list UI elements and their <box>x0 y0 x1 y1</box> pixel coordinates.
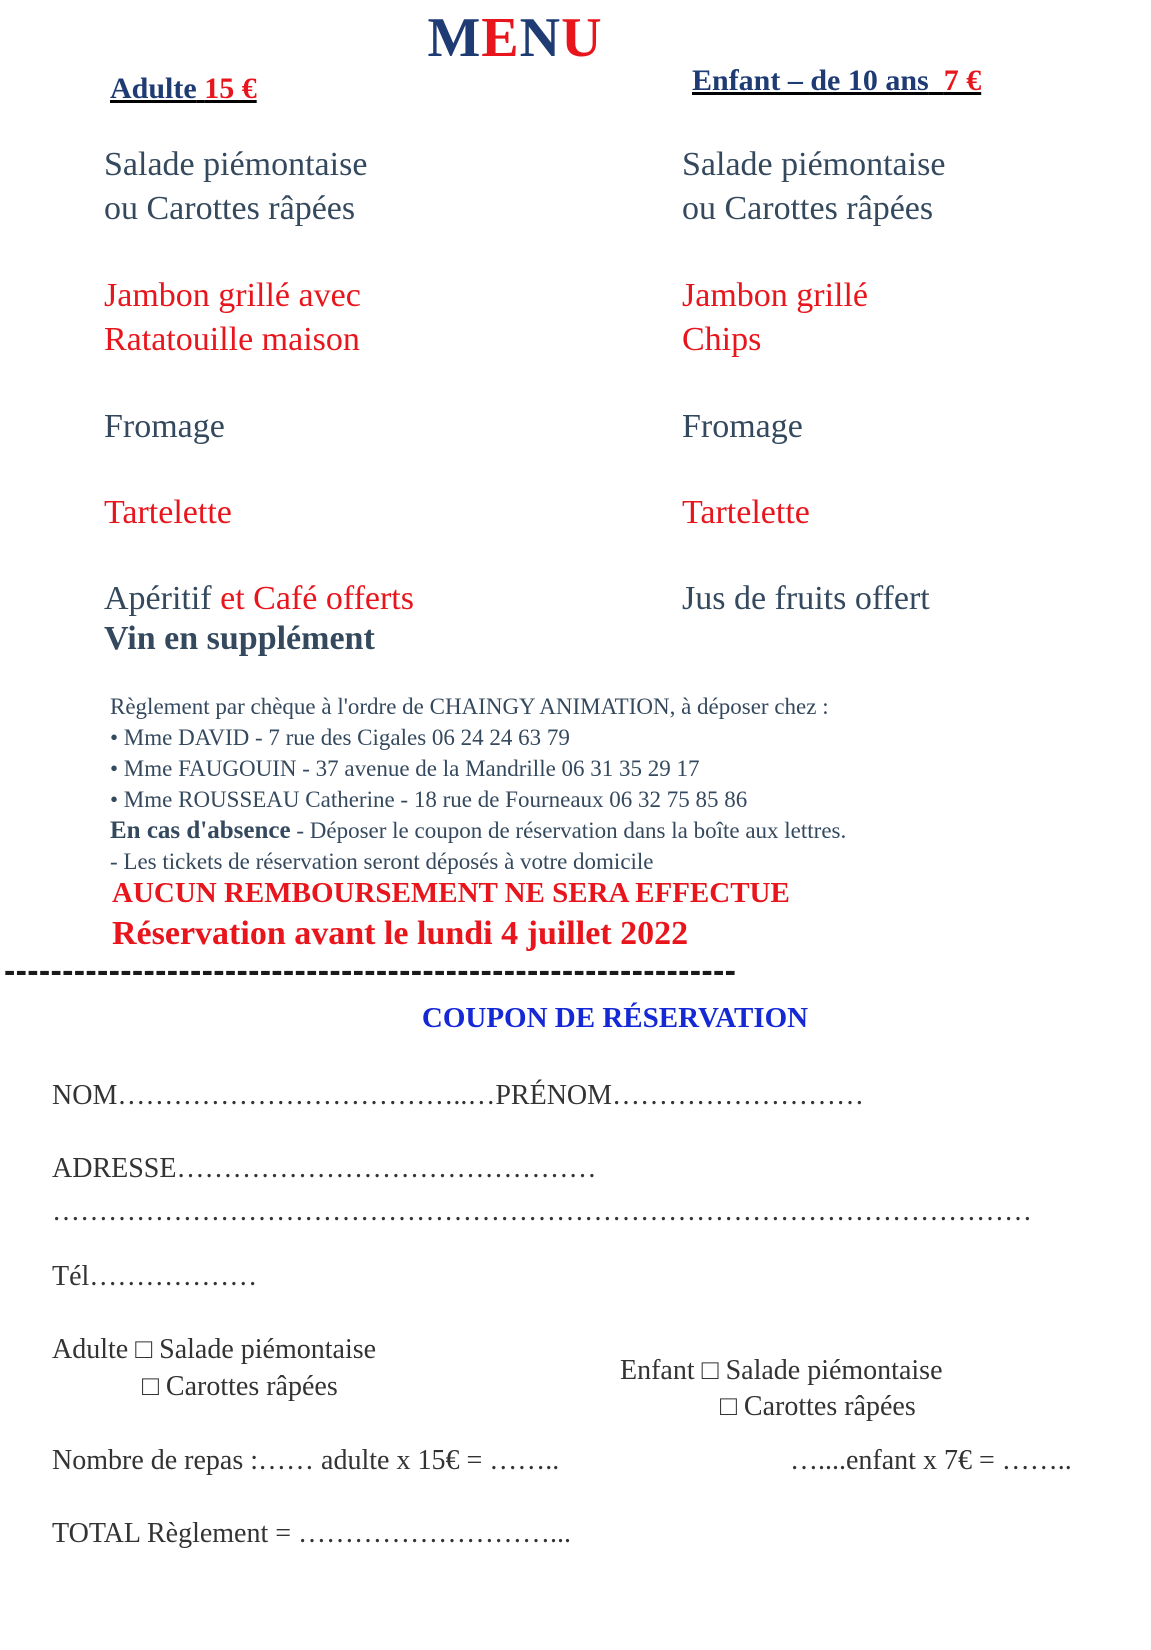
adult-salad-checkbox[interactable]: □ <box>135 1334 153 1365</box>
phone-field[interactable]: Tél……………… <box>52 1261 258 1292</box>
child-starter: Salade piémontaise ou Carottes râpées <box>682 146 946 227</box>
coupon-title: COUPON DE RÉSERVATION <box>421 1002 809 1034</box>
adult-dessert: Tartelette <box>104 494 232 531</box>
adult-wine-note: Vin en supplément <box>104 620 375 657</box>
child-carrots-choice: □ Carottes râpées <box>720 1391 916 1422</box>
adult-carrots-choice: □ Carottes râpées <box>142 1371 338 1402</box>
child-cheese: Fromage <box>682 408 803 445</box>
no-refund-notice: AUCUN REMBOURSEMENT NE SERA EFFECTUE <box>112 877 790 909</box>
cut-line: --------------------------------------------------------------- <box>4 952 737 990</box>
absence-note: En cas d'absence - Déposer le coupon de réservation dans la boîte aux lettres. <box>110 817 847 844</box>
child-choice: Enfant □ Salade piémontaise <box>620 1355 943 1386</box>
child-dessert: Tartelette <box>682 494 810 531</box>
adult-choice: Adulte □ Salade piémontaise <box>52 1334 377 1365</box>
child-menu-heading <box>692 64 981 98</box>
payment-info <box>110 691 846 877</box>
adult-label: Adulte <box>110 72 197 105</box>
address-field-line-2[interactable]: …………………………………………………………………………………………… <box>52 1196 1032 1227</box>
child-label: Enfant – de 10 ans <box>692 64 929 97</box>
tickets-note: - Les tickets de réservation seront déposés à votre domicile <box>110 849 654 874</box>
payment-intro: Règlement par chèque à l'ordre de CHAINGY ANIMATION, à déposer chez : <box>110 694 829 719</box>
reservation-deadline: Réservation avant le lundi 4 juillet 2022 <box>112 915 689 952</box>
child-salad-checkbox[interactable]: □ <box>701 1355 719 1386</box>
contact-item: • Mme DAVID - 7 rue des Cigales 06 24 24 63 79 <box>110 725 570 750</box>
adult-cheese: Fromage <box>104 408 225 445</box>
page-title: MENU <box>427 7 603 69</box>
child-carrots-checkbox[interactable]: □ <box>720 1391 737 1422</box>
adult-starter: Salade piémontaise ou Carottes râpées <box>104 146 368 227</box>
child-main-course: Jambon grillé Chips <box>682 277 869 358</box>
name-field[interactable]: NOM………………………………..…PRÉNOM……………………… <box>52 1080 865 1111</box>
adult-carrots-checkbox[interactable]: □ <box>142 1371 159 1402</box>
child-price: 7 € <box>943 64 982 97</box>
address-field[interactable]: ADRESSE……………………………………… <box>52 1153 597 1184</box>
adult-menu-heading <box>110 72 257 106</box>
contact-item: • Mme FAUGOUIN - 37 avenue de la Mandrille 06 31 35 29 17 <box>110 756 700 781</box>
total-field[interactable]: TOTAL Règlement = ………………………... <box>52 1518 572 1549</box>
adult-main-course: Jambon grillé avec Ratatouille maison <box>104 277 361 358</box>
child-drink: Jus de fruits offert <box>682 580 930 617</box>
contact-item: • Mme ROUSSEAU Catherine - 18 rue de Fourneaux 06 32 75 85 86 <box>110 787 748 812</box>
adult-price: 15 € <box>204 72 257 105</box>
adult-meals-field[interactable]: Nombre de repas :…… adulte x 15€ = …….. <box>52 1445 560 1476</box>
child-meals-field[interactable]: …....enfant x 7€ = …….. <box>790 1445 1072 1476</box>
adult-drinks: Apéritif et Café offerts <box>104 580 414 617</box>
